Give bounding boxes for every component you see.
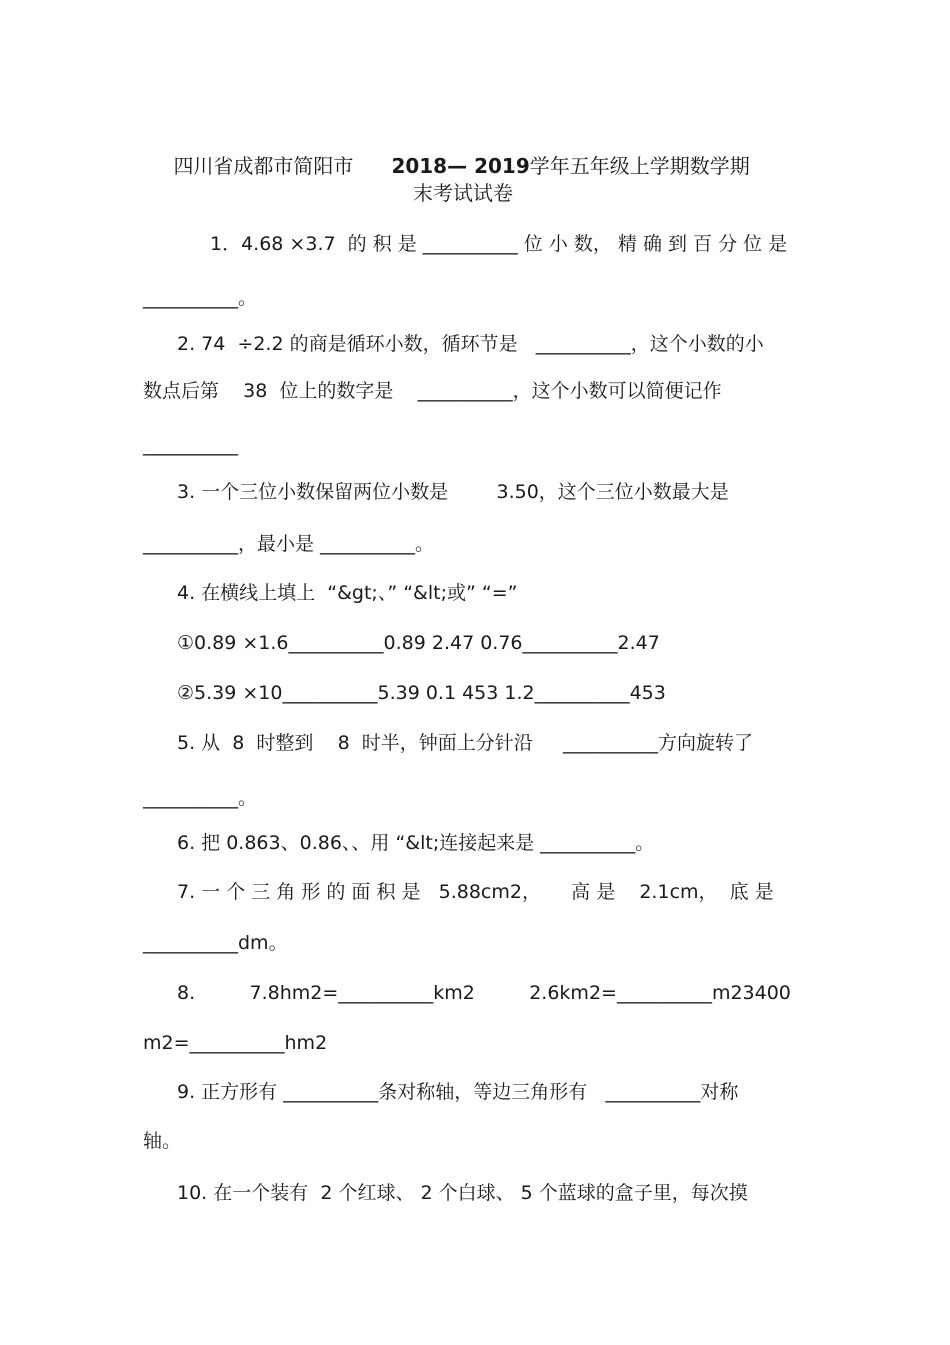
question-10-line-1: 10. 在一个装有 2 个红球、 2 个白球、 5 个蓝球的盒子里，每次摸: [177, 1182, 748, 1204]
question-8-line-1: 8. 7.8hm2=__________km2 2.6km2=__________m23400: [177, 982, 791, 1004]
question-9-line-1: 9. 正方形有 __________条对称轴，等边三角形有 __________对称: [177, 1081, 739, 1103]
question-5-line-2: __________。: [143, 787, 258, 809]
exam-title-line2: 末考试试卷: [413, 181, 513, 205]
question-2-line-3: __________: [143, 434, 238, 456]
question-3-line-2: __________，最小是 __________。: [143, 533, 435, 555]
title-subject: 学年五年级上学期数学期: [529, 154, 750, 178]
question-2-line-1: 2. 74 ÷2.2 的商是循环小数，循环节是 __________，这个小数的小: [177, 333, 764, 355]
question-8-line-2: m2=__________hm2: [143, 1032, 328, 1054]
question-4-line-1: 4. 在横线上填上 “&gt;、” “&lt;或” “=”: [177, 582, 518, 604]
question-5-line-1: 5. 从 8 时整到 8 时半，钟面上分针沿 __________方向旋转了: [177, 732, 753, 754]
question-1-line-1: 1．4.68 ×3.7 的 积 是 __________ 位 小 数， 精 确 到 百 分 位 是: [210, 233, 788, 255]
title-years: 2018— 2019: [391, 154, 530, 178]
question-3-line-1: 3. 一个三位小数保留两位小数是 3.50，这个三位小数最大是: [177, 481, 729, 503]
question-7-line-1: 7. 一 个 三 角 形 的 面 积 是 5.88cm2， 高 是 2.1cm， 底 是: [177, 881, 774, 903]
question-6-line-1: 6. 把 0.863、0.86、、用 “&lt;连接起来是 __________。: [177, 832, 655, 854]
question-7-line-2: __________dm。: [143, 932, 288, 954]
question-2-line-2: 数点后第 38 位上的数字是 __________，这个小数可以简便记作: [143, 380, 722, 402]
question-4-line-3: ②5.39 ×10__________5.39 0.1 453 1.2__________453: [177, 682, 666, 704]
title-region: 四川省成都市简阳市: [173, 154, 354, 178]
question-1-line-2: __________。: [143, 287, 258, 309]
question-4-line-2: ①0.89 ×1.6__________0.89 2.47 0.76__________2.47: [177, 632, 660, 654]
question-9-line-2: 轴。: [143, 1130, 182, 1152]
